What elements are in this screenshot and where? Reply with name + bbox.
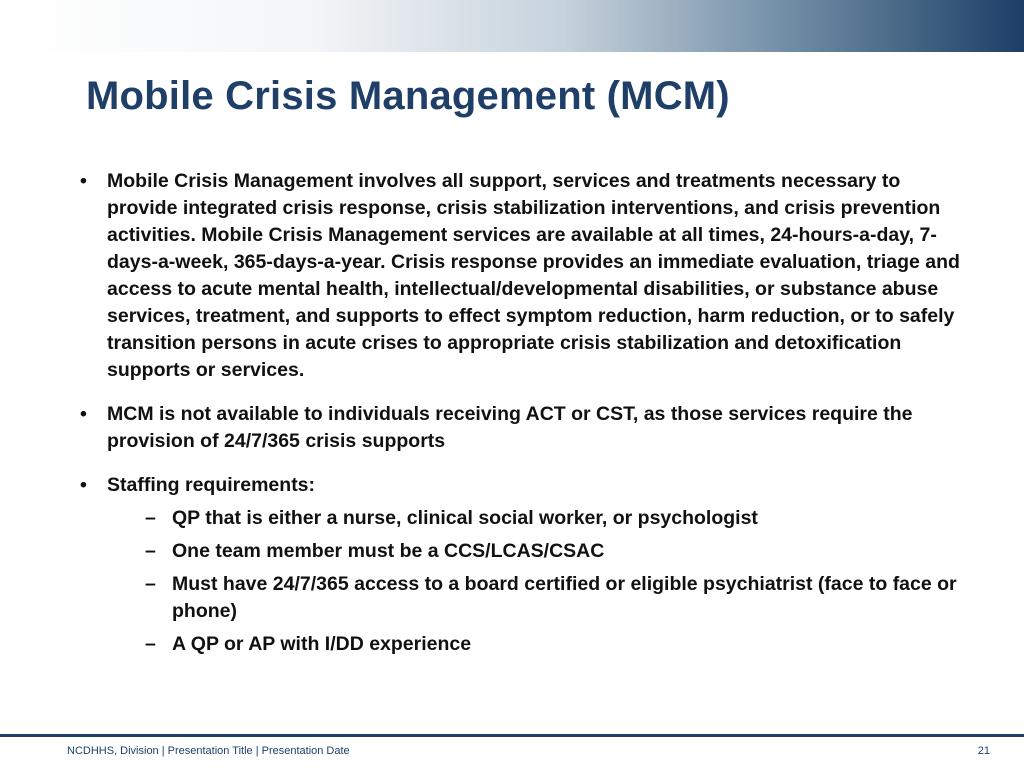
sub-item-team-member — [107, 538, 960, 565]
sub-item-text: One team member must be a CCS/LCAS/CSAC — [172, 540, 605, 562]
bullet-item-staffing — [80, 472, 960, 658]
bullet-text: Staffing requirements: — [107, 474, 316, 496]
sub-item-idd — [107, 631, 960, 658]
staffing-sub-list — [107, 505, 960, 658]
bullet-text: Mobile Crisis Management involves all support, services and treatments necessary to provide integrated crisis response, crisis stabilization interventions, and crisis prevention activities. Mobile Crisis Management services are available at all times, 24-hours-a-day, 7-days-a-week, 365-days-a-year. Crisis response provides an immediate evaluation, triage and access to acute mental health, intellectual/developmental disabilities, or substance abuse services, treatment, and supports to effect symptom reduction, harm reduction, or to safely transition persons in acute crises to appropriate crisis stabilization and detoxification supports or services. — [107, 170, 960, 381]
footer-text: NCDHHS, Division | Presentation Title | Presentation Date — [67, 745, 350, 757]
dash-marker: – — [145, 540, 156, 562]
bullet-marker: • — [80, 474, 87, 496]
footer-divider — [0, 734, 1024, 737]
bullet-marker: • — [80, 403, 87, 425]
sub-item-text: Must have 24/7/365 access to a board certified or eligible psychiatrist (face to face or phone) — [172, 573, 957, 622]
bullet-marker: • — [80, 170, 87, 192]
dash-marker: – — [145, 573, 156, 595]
bullet-item-availability — [80, 401, 960, 455]
bullet-item-description — [80, 168, 960, 384]
sub-item-psychiatrist — [107, 571, 960, 625]
dash-marker: – — [145, 633, 156, 655]
top-gradient-bar — [0, 0, 1024, 52]
sub-item-text: QP that is either a nurse, clinical social worker, or psychologist — [172, 507, 758, 529]
bullet-text: MCM is not available to individuals receiving ACT or CST, as those services require the provision of 24/7/365 crisis supports — [107, 403, 913, 452]
dash-marker: – — [145, 507, 156, 529]
sub-item-text: A QP or AP with I/DD experience — [172, 633, 472, 655]
page-number: 21 — [977, 745, 990, 757]
sub-item-qp — [107, 505, 960, 532]
slide-content — [80, 168, 960, 675]
slide-title: Mobile Crisis Management (MCM) — [86, 74, 730, 118]
